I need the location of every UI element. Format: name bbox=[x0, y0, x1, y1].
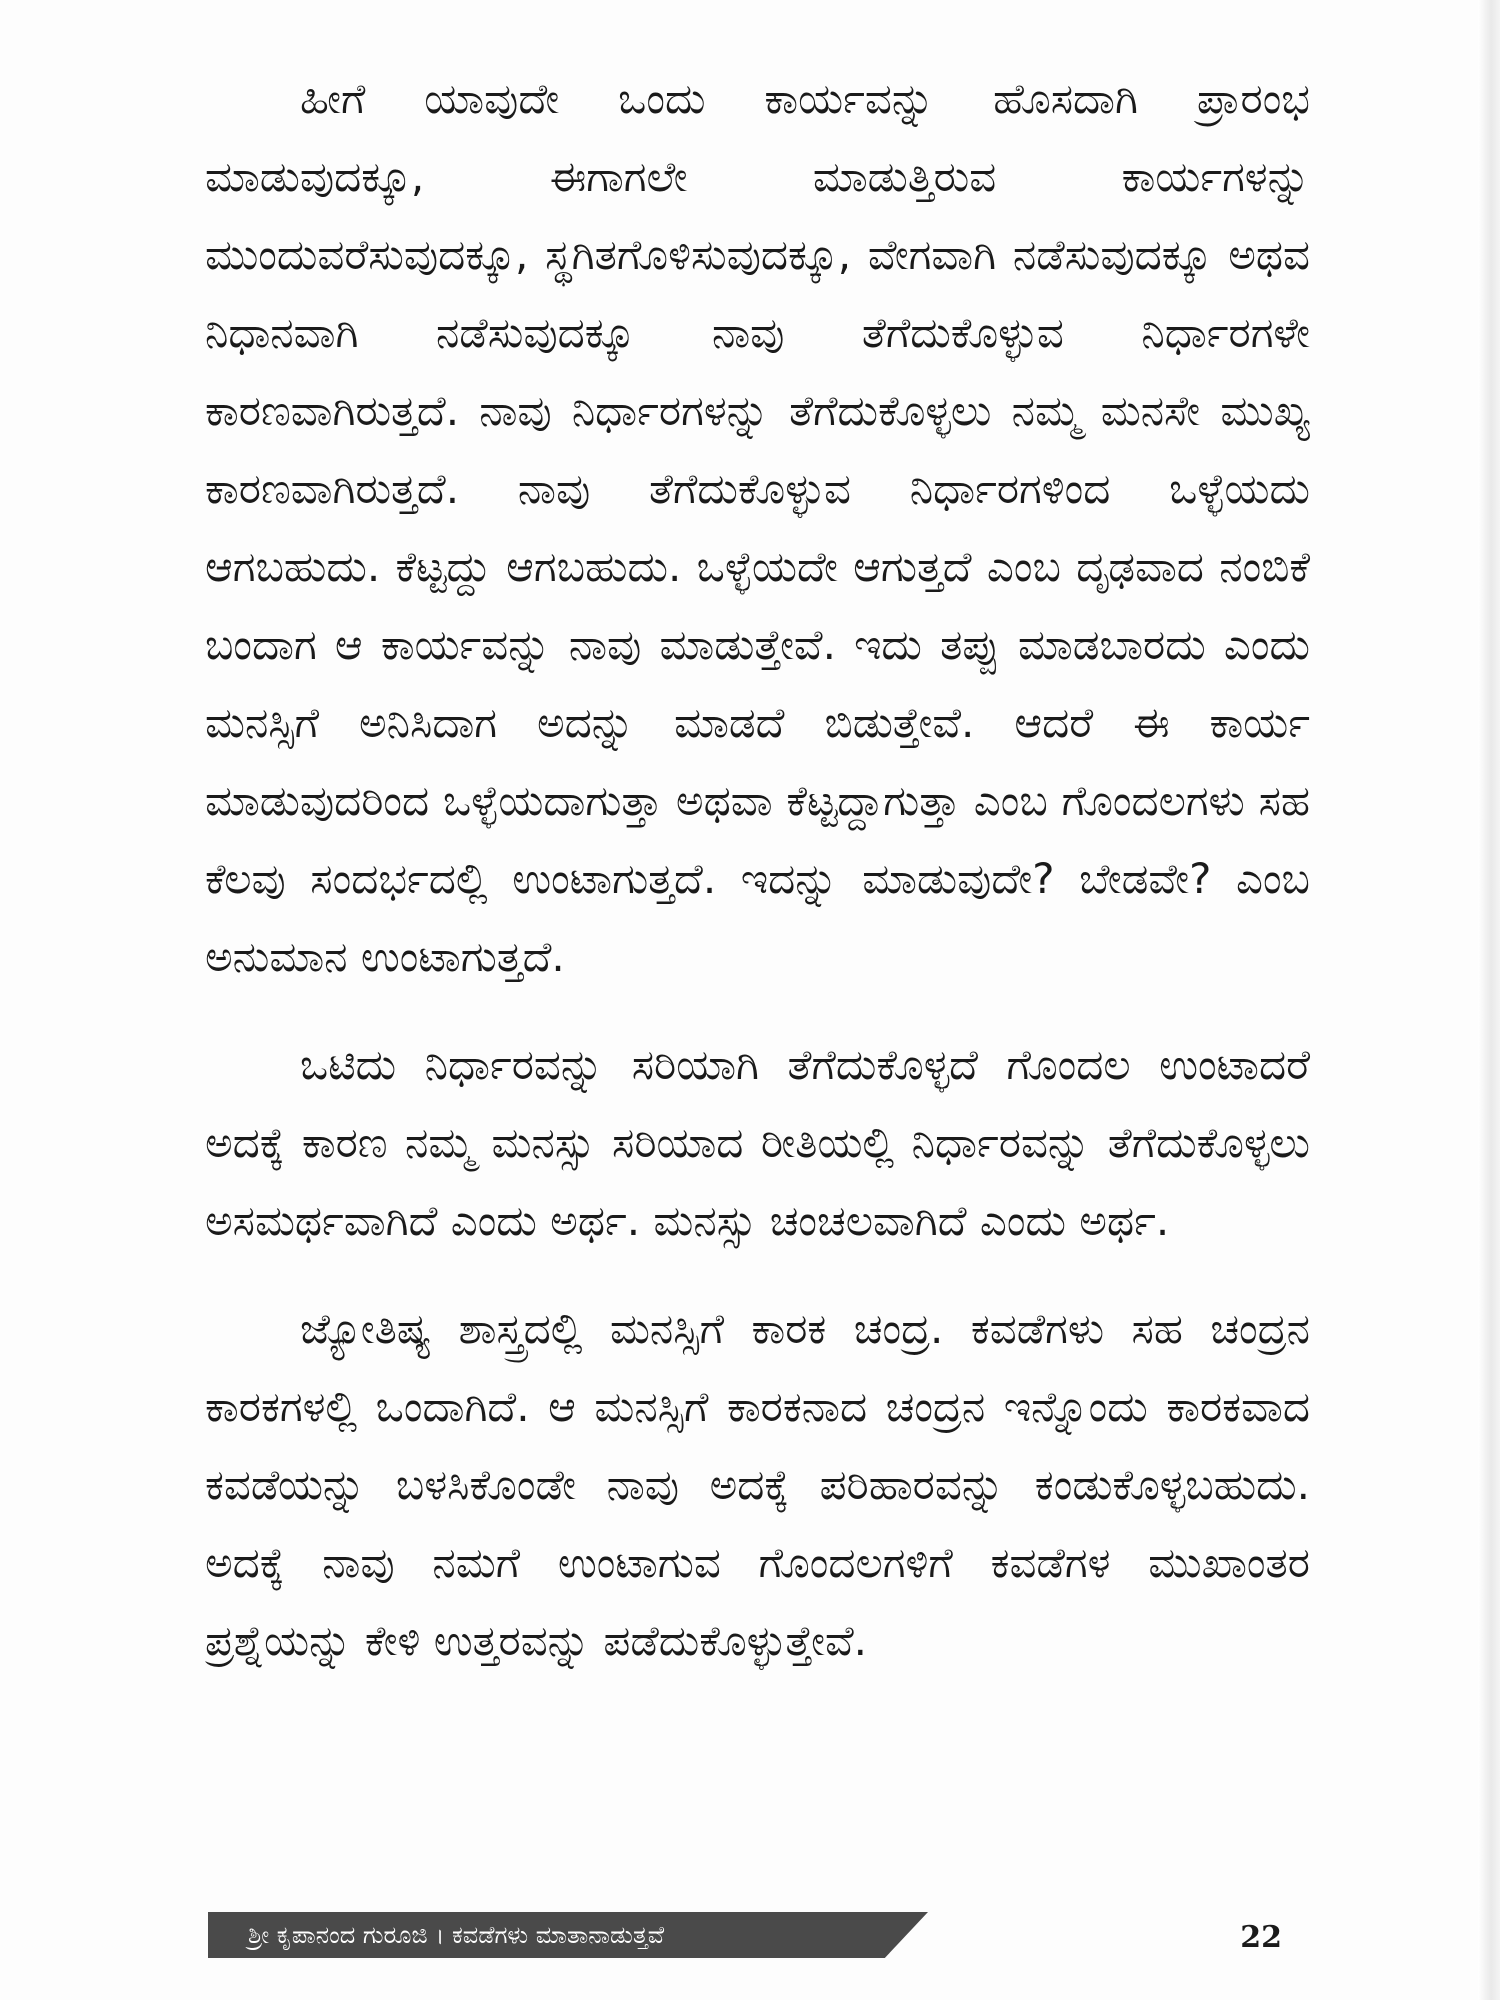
page-number: 22 bbox=[1240, 1920, 1282, 1955]
footer-running-title: ಶ್ರೀ ಕೃಪಾನಂದ ಗುರೂಜಿ । ಕವಡೆಗಳು ಮಾತಾನಾಡುತ್ತವೆ bbox=[248, 1921, 665, 1949]
paragraph-1: ಹೀಗೆ ಯಾವುದೇ ಒಂದು ಕಾರ್ಯವನ್ನು ಹೊಸದಾಗಿ ಪ್ರಾರಂಭ ಮಾಡುವುದಕ್ಕೂ, ಈಗಾಗಲೇ ಮಾಡುತ್ತಿರುವ ಕಾರ್ಯಗಳನ್ನು ಮುಂದುವರೆಸುವುದಕ್ಕೂ, ಸ್ಥಗಿತಗೊಳಿಸುವುದಕ್ಕೂ, ವೇಗವಾಗಿ ನಡೆಸುವುದಕ್ಕೂ ಅಥವ ನಿಧಾನವಾಗಿ ನಡೆಸುವುದಕ್ಕೂ ನಾವು ತೆಗೆದುಕೊಳ್ಳುವ ನಿರ್ಧಾರಗಳೇ ಕಾರಣವಾಗಿರುತ್ತದೆ. ನಾವು ನಿರ್ಧಾರಗಳನ್ನು ತೆಗೆದುಕೊಳ್ಳಲು ನಮ್ಮ ಮನಸೇ ಮುಖ್ಯ ಕಾರಣವಾಗಿರುತ್ತದೆ. ನಾವು ತೆಗೆದುಕೊಳ್ಳುವ ನಿರ್ಧಾರಗಳಿಂದ ಒಳ್ಳೆಯದು ಆಗಬಹುದು. ಕೆಟ್ಟದ್ದು ಆಗಬಹುದು. ಒಳ್ಳೆಯದೇ ಆಗುತ್ತದೆ ಎಂಬ ದೃಢವಾದ ನಂಬಿಕೆ ಬಂದಾಗ ಆ ಕಾರ್ಯವನ್ನು ನಾವು ಮಾಡುತ್ತೇವೆ. ಇದು ತಪ್ಪು ಮಾಡಬಾರದು ಎಂದು ಮನಸ್ಸಿಗೆ ಅನಿಸಿದಾಗ ಅದನ್ನು ಮಾಡದೆ ಬಿಡುತ್ತೇವೆ. ಆದರೆ ಈ ಕಾರ್ಯ ಮಾಡುವುದರಿಂದ ಒಳ್ಳೆಯದಾಗುತ್ತಾ ಅಥವಾ ಕೆಟ್ಟದ್ದಾಗುತ್ತಾ ಎಂಬ ಗೊಂದಲಗಳು ಸಹ ಕೆಲವು ಸಂದರ್ಭದಲ್ಲಿ ಉಂಟಾಗುತ್ತದೆ. ಇದನ್ನು ಮಾಡುವುದೇ? ಬೇಡವೇ? ಎಂಬ ಅನುಮಾನ ಉಂಟಾಗುತ್ತದೆ. bbox=[205, 74, 1310, 981]
page-edge-shadow bbox=[1478, 0, 1500, 2000]
body-text bbox=[205, 60, 1310, 1710]
paragraph-3: ಜ್ಯೋತಿಷ್ಯ ಶಾಸ್ತ್ರದಲ್ಲಿ ಮನಸ್ಸಿಗೆ ಕಾರಕ ಚಂದ್ರ. ಕವಡೆಗಳು ಸಹ ಚಂದ್ರನ ಕಾರಕಗಳಲ್ಲಿ ಒಂದಾಗಿದೆ. ಆ ಮನಸ್ಸಿಗೆ ಕಾರಕನಾದ ಚಂದ್ರನ ಇನ್ನೊಂದು ಕಾರಕವಾದ ಕವಡೆಯನ್ನು ಬಳಸಿಕೊಂಡೇ ನಾವು ಅದಕ್ಕೆ ಪರಿಹಾರವನ್ನು ಕಂಡುಕೊಳ್ಳಬಹುದು. ಅದಕ್ಕೆ ನಾವು ನಮಗೆ ಉಂಟಾಗುವ ಗೊಂದಲಗಳಿಗೆ ಕವಡೆಗಳ ಮುಖಾಂತರ ಪ್ರಶ್ನೆಯನ್ನು ಕೇಳಿ ಉತ್ತರವನ್ನು ಪಡೆದುಕೊಳ್ಳುತ್ತೇವೆ. bbox=[205, 1304, 1310, 1665]
paragraph-2: ಒಟಿದು ನಿರ್ಧಾರವನ್ನು ಸರಿಯಾಗಿ ತೆಗೆದುಕೊಳ್ಳದೆ ಗೊಂದಲ ಉಂಟಾದರೆ ಅದಕ್ಕೆ ಕಾರಣ ನಮ್ಮ ಮನಸ್ಸು ಸರಿಯಾದ ರೀತಿಯಲ್ಲಿ ನಿರ್ಧಾರವನ್ನು ತೆಗೆದುಕೊಳ್ಳಲು ಅಸಮರ್ಥವಾಗಿದೆ ಎಂದು ಅರ್ಥ. ಮನಸ್ಸು ಚಂಚಲವಾಗಿದೆ ಎಂದು ಅರ್ಥ. bbox=[205, 1040, 1310, 1245]
